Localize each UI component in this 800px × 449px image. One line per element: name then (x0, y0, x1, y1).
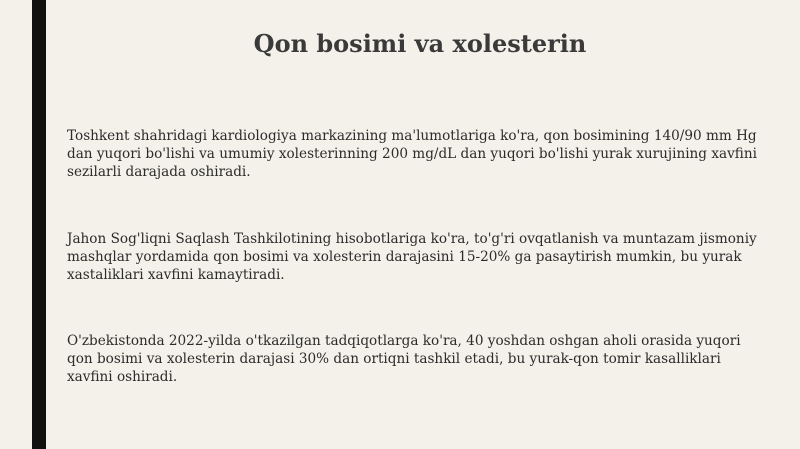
paragraph-2: Jahon Sog'liqni Saqlash Tashkilotining hisobotlariga ko'ra, to'g'ri ovqatlanish va muntazam jismoniy mashqlar yordamida qon bosimi va xolesterin darajasini 15-20% ga pasaytirish mumkin, bu yurak xastaliklari xavfini kamaytiradi. (67, 231, 757, 283)
left-accent-bar (32, 0, 46, 449)
slide-title: Qon bosimi va xolesterin (253, 29, 587, 58)
paragraph-3: O'zbekistonda 2022-yilda o'tkazilgan tadqiqotlarga ko'ra, 40 yoshdan oshgan aholi orasida yuqori qon bosimi va xolesterin darajasi 30% dan ortiqni tashkil etadi, bu yurak-qon tomir kasalliklari xavfini oshiradi. (67, 333, 741, 385)
paragraph-1: Toshkent shahridagi kardiologiya markazining ma'lumotlariga ko'ra, qon bosimining 140/90 mm Hg dan yuqori bo'lishi va umumiy xolesterinning 200 mg/dL dan yuqori bo'lishi yurak xurujining xavfini sezilarli darajada oshiradi. (67, 128, 757, 180)
